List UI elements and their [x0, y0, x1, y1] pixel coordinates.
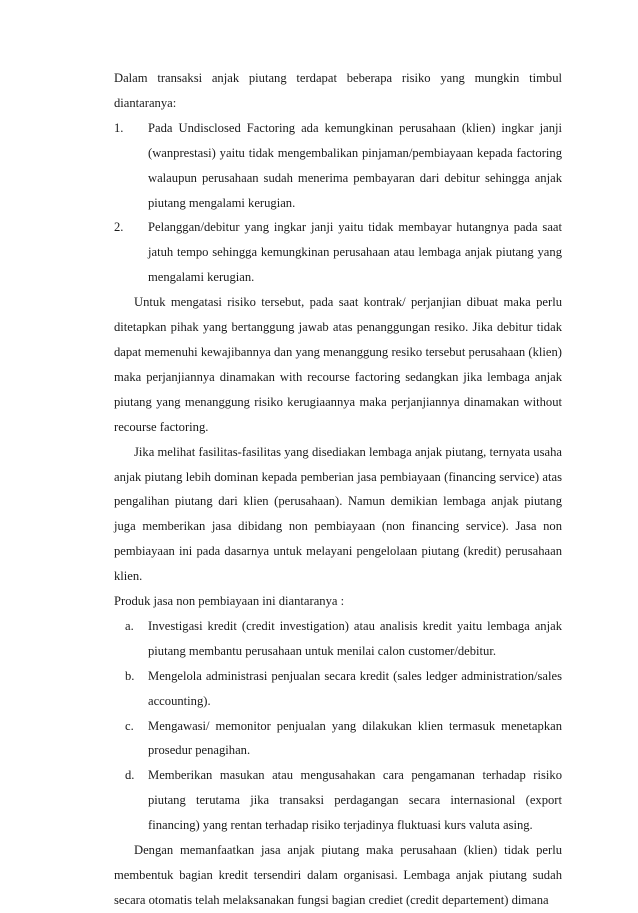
risk-text: Pelanggan/debitur yang ingkar janji yaitu tidak membayar hutangnya pada saat jatuh tempo sehingga kemungkinan perusahaan atau lembaga anjak piutang yang mengalami kerugian. — [148, 220, 562, 285]
list-marker: a. — [125, 618, 134, 633]
list-marker: 1. — [114, 120, 124, 135]
recourse-paragraph: Untuk mengatasi risiko tersebut, pada saat kontrak/ perjanjian dibuat maka perlu ditetapkan pihak yang bertanggung jawab atas penanggungan resiko. Jika debitur tidak dapat memenuhi kewajibannya dan yang menanggung resiko tersebut perusahaan (klien) maka perjanjiannya dinamakan with recourse factoring sedangkan jika lembaga anjak piutang yang menanggung risiko kerugiaannya maka perjanjiannya dinamakan without recourse factoring. — [114, 295, 562, 434]
product-text: Mengawasi/ memonitor penjualan yang dilakukan klien termasuk menetapkan prosedur penagihan. — [148, 718, 562, 758]
product-item-a — [114, 614, 562, 664]
product-text: Investigasi kredit (credit investigation) atau analisis kredit yaitu lembaga anjak piutang membantu perusahaan untuk menilai calon customer/debitur. — [148, 618, 562, 658]
risk-item-2 — [114, 215, 562, 290]
product-item-b — [114, 664, 562, 714]
benefit-paragraph: Dengan memanfaatkan jasa anjak piutang maka perusahaan (klien) tidak perlu membentuk bagian kredit tersendiri dalam organisasi. Lembaga anjak piutang sudah secara otomatis telah melaksanakan fungsi bagian crediet (credit departement) dimana — [114, 843, 562, 907]
product-text: Mengelola administrasi penjualan secara kredit (sales ledger administration/sales accounting). — [148, 668, 562, 708]
product-text: Memberikan masukan atau mengusahakan cara pengamanan terhadap risiko piutang terutama jika transaksi perdagangan secara internasional (export financing) yang rentan terhadap risiko terjadinya fluktuasi kurs valuta asing. — [148, 768, 562, 833]
list-marker: b. — [125, 668, 135, 683]
list-marker: c. — [125, 718, 134, 733]
products-intro: Produk jasa non pembiayaan ini diantaranya : — [114, 594, 345, 609]
product-item-d — [114, 763, 562, 838]
list-marker: d. — [125, 768, 135, 783]
body-text — [114, 66, 562, 913]
list-marker: 2. — [114, 220, 124, 235]
product-item-c — [114, 714, 562, 764]
intro-paragraph: Dalam transaksi anjak piutang terdapat beberapa risiko yang mungkin timbul diantaranya: — [114, 71, 562, 110]
risk-item-1 — [114, 116, 562, 216]
risk-text: Pada Undisclosed Factoring ada kemungkinan perusahaan (klien) ingkar janji (wanprestasi) yaitu tidak mengembalikan pinjaman/pembiayaan kepada factoring walaupun perusahaan sudah menerima pembayaran dari debitur sehingga anjak piutang mengalami kerugian. — [148, 120, 562, 210]
facilities-paragraph: Jika melihat fasilitas-fasilitas yang disediakan lembaga anjak piutang, ternyata usaha anjak piutang lebih dominan kepada pemberian jasa pembiayaan (financing service) atas pengalihan piutang dari klien (perusahaan). Namun demikian lembaga anjak piutang juga memberikan jasa dibidang non pembiayaan (non financing service). Jasa non pembiayaan ini pada dasarnya untuk melayani pengelolaan piutang (kredit) perusahaan klien. — [114, 444, 562, 584]
